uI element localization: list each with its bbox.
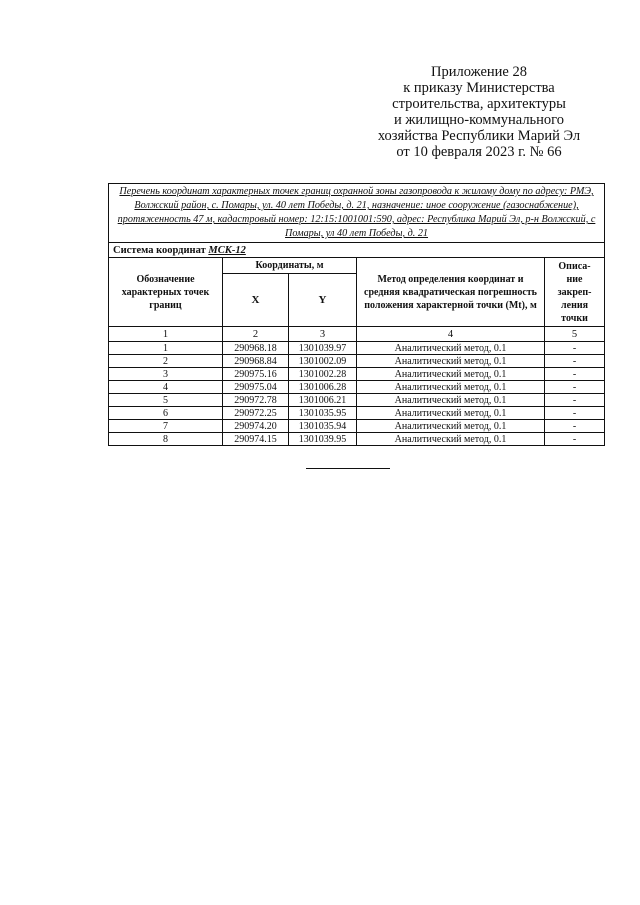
point-number: 6 <box>109 407 223 420</box>
header-line-housing: и жилищно-коммунального <box>393 112 565 128</box>
method: Аналитический метод, 0.1 <box>357 381 545 394</box>
coord-y: 1301039.97 <box>289 342 357 355</box>
method: Аналитический метод, 0.1 <box>357 394 545 407</box>
header-line-ministry: строительства, архитектуры <box>392 96 566 112</box>
coordinate-system-name: МСК-12 <box>208 244 246 256</box>
description: - <box>545 420 605 433</box>
table-row <box>109 381 605 394</box>
coord-y: 1301002.28 <box>289 368 357 381</box>
column-number: 4 <box>357 327 545 342</box>
coord-x: 290974.15 <box>223 433 289 446</box>
coord-x: 290968.18 <box>223 342 289 355</box>
point-number: 2 <box>109 355 223 368</box>
table-row <box>109 355 605 368</box>
coord-x: 290975.16 <box>223 368 289 381</box>
point-number: 7 <box>109 420 223 433</box>
coord-y: 1301006.21 <box>289 394 357 407</box>
table-row <box>109 407 605 420</box>
table-title-row <box>109 184 605 243</box>
description: - <box>545 407 605 420</box>
table-row <box>109 433 605 446</box>
column-number: 1 <box>109 327 223 342</box>
document-header <box>350 64 608 160</box>
method: Аналитический метод, 0.1 <box>357 433 545 446</box>
table-title: Перечень координат характерных точек границ охранной зоны газопровода к жилому дому по адресу: РМЭ, Волжский район, с. Помары, ул. 40 лет Победы, д. 21, назначение: иное сооружение (газоснабжение), протяженность 47 м, кадастровый номер: 12:15:1001001:590, адрес: Республика Марий Эл, р-н Волжский, с Помары, ул 40 лет Победы, д. 21 <box>109 184 605 243</box>
method: Аналитический метод, 0.1 <box>357 368 545 381</box>
coord-y: 1301035.94 <box>289 420 357 433</box>
description: - <box>545 381 605 394</box>
header-row-1 <box>109 258 605 274</box>
coordinates-table <box>108 183 605 446</box>
header-coordinates: Координаты, м <box>223 258 357 274</box>
column-number: 2 <box>223 327 289 342</box>
description: - <box>545 342 605 355</box>
end-divider <box>306 468 390 469</box>
coord-x: 290974.20 <box>223 420 289 433</box>
coordinate-system <box>109 243 605 258</box>
point-number: 1 <box>109 342 223 355</box>
header-y: Y <box>289 274 357 327</box>
header-point: Обозначение характерных точек границ <box>109 258 223 327</box>
header-x: X <box>223 274 289 327</box>
method: Аналитический метод, 0.1 <box>357 342 545 355</box>
coord-x: 290968.84 <box>223 355 289 368</box>
column-number-row <box>109 327 605 342</box>
method: Аналитический метод, 0.1 <box>357 407 545 420</box>
column-number: 5 <box>545 327 605 342</box>
coord-y: 1301002.09 <box>289 355 357 368</box>
point-number: 4 <box>109 381 223 394</box>
point-number: 5 <box>109 394 223 407</box>
header-line-date: от 10 февраля 2023 г. № 66 <box>396 144 562 160</box>
point-number: 8 <box>109 433 223 446</box>
table-row <box>109 394 605 407</box>
method: Аналитический метод, 0.1 <box>357 420 545 433</box>
system-row <box>109 243 605 258</box>
coord-x: 290972.78 <box>223 394 289 407</box>
coord-y: 1301006.28 <box>289 381 357 394</box>
header-line-republic: хозяйства Республики Марий Эл <box>377 128 581 144</box>
description: - <box>545 394 605 407</box>
point-number: 3 <box>109 368 223 381</box>
description: - <box>545 355 605 368</box>
coord-x: 290975.04 <box>223 381 289 394</box>
table-row <box>109 368 605 381</box>
table-row <box>109 342 605 355</box>
table-row <box>109 420 605 433</box>
header-line-order: к приказу Министерства <box>403 80 555 96</box>
header-method: Метод определения координат и средняя квадратическая погрешность положения характерной точки (Mt), м <box>357 258 545 327</box>
method: Аналитический метод, 0.1 <box>357 355 545 368</box>
description: - <box>545 368 605 381</box>
coord-y: 1301039.95 <box>289 433 357 446</box>
header-description: Описа-ние закреп-ления точки <box>545 258 605 327</box>
coord-x: 290972.25 <box>223 407 289 420</box>
header-line-appendix: Приложение 28 <box>431 64 527 80</box>
description: - <box>545 433 605 446</box>
coord-y: 1301035.95 <box>289 407 357 420</box>
column-number: 3 <box>289 327 357 342</box>
coordinate-system-label: Система координат <box>113 244 206 256</box>
